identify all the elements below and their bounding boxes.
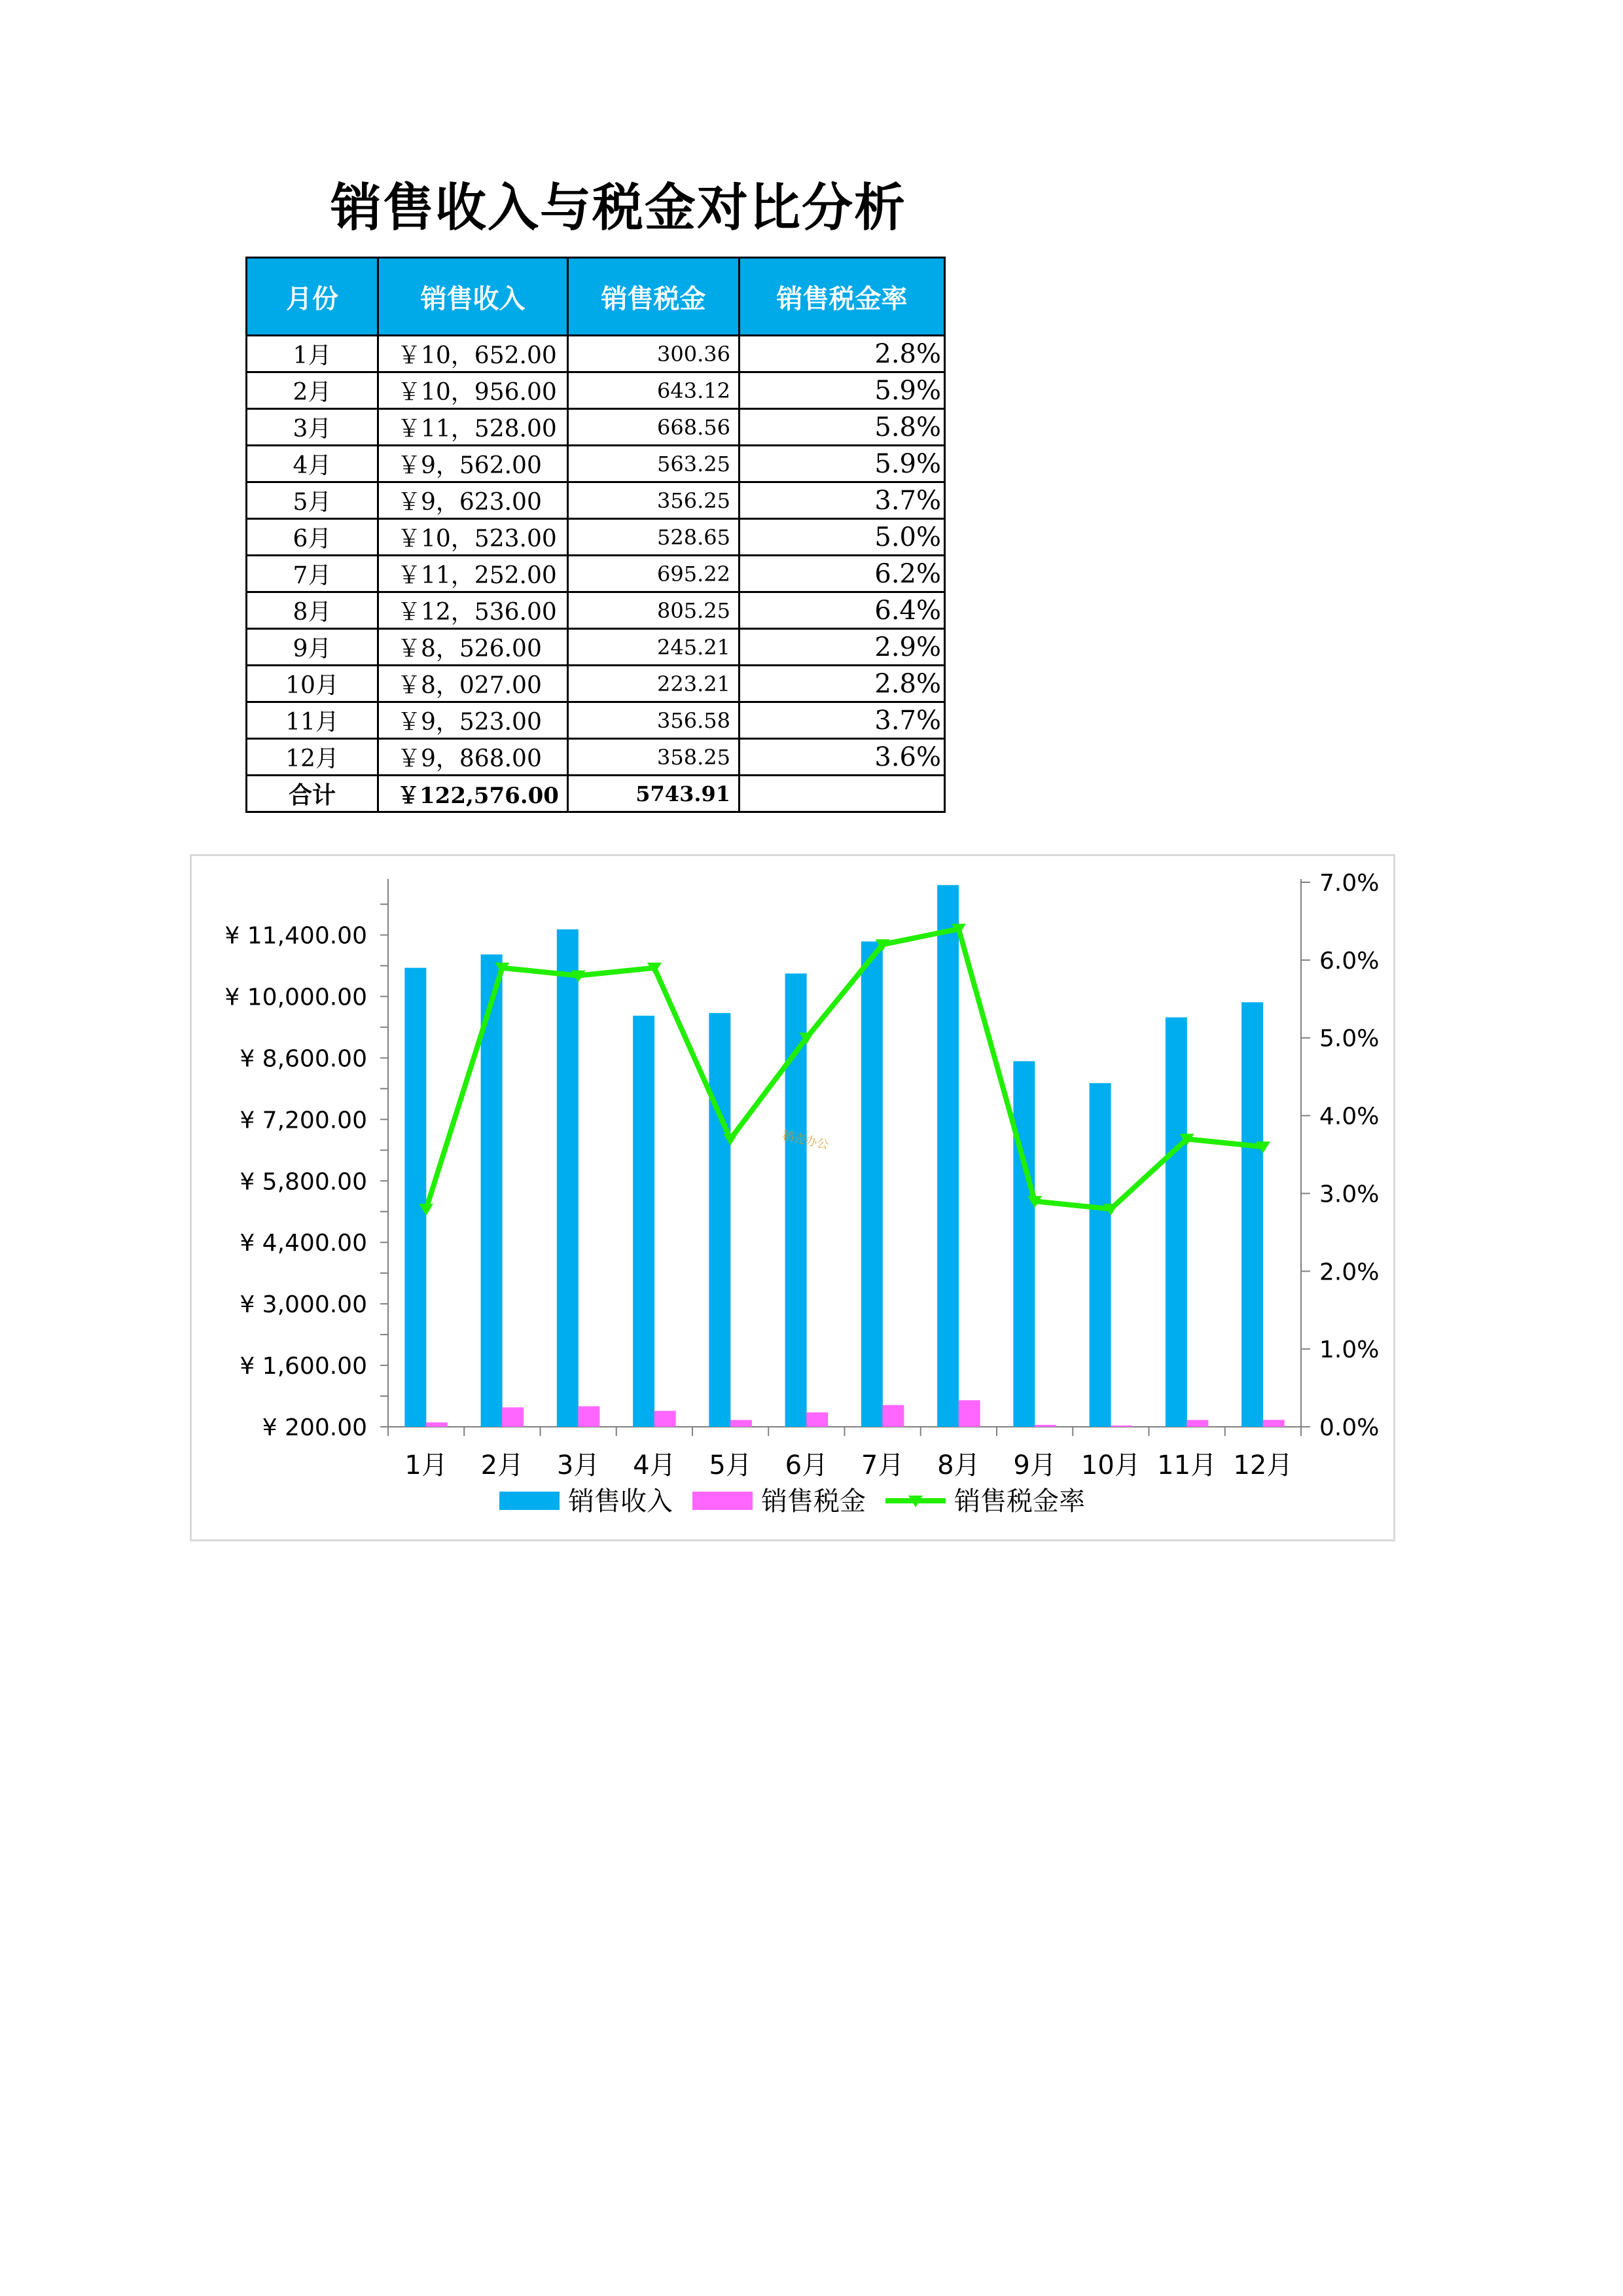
- cell-income: ￥11，528.00: [378, 409, 568, 446]
- cell-rate: 5.9%: [740, 446, 945, 482]
- cell-rate: 3.7%: [740, 702, 945, 739]
- legend-income-label: 销售收入: [568, 1486, 673, 1516]
- cell-month: 12月: [247, 739, 378, 776]
- x-axis-tick-label: 11月: [1157, 1450, 1217, 1480]
- table-row: [247, 556, 945, 592]
- cell-tax: 528.65: [568, 519, 740, 556]
- cell-tax: 300.36: [568, 336, 740, 372]
- bar-income: [557, 929, 579, 1427]
- bar-tax: [502, 1407, 524, 1427]
- cell-month: 7月: [247, 556, 378, 592]
- cell-rate: 5.9%: [740, 372, 945, 409]
- total-row: [247, 776, 945, 812]
- bar-tax: [1035, 1425, 1056, 1427]
- bar-tax: [578, 1407, 599, 1427]
- cell-month: 9月: [247, 629, 378, 666]
- table-row: [247, 482, 945, 519]
- cell-tax: 223.21: [568, 666, 740, 702]
- table-row: [247, 739, 945, 776]
- left-axis-tick-label: ¥ 11,400.00: [224, 922, 367, 950]
- bar-tax: [654, 1411, 676, 1427]
- cell-income: ￥12，536.00: [378, 592, 568, 629]
- table-row: [247, 666, 945, 702]
- cell-rate: 6.4%: [740, 592, 945, 629]
- cell-month: 3月: [247, 409, 378, 446]
- bar-income: [861, 941, 883, 1427]
- cell-income: ￥10，956.00: [378, 372, 568, 409]
- cell-month: 10月: [247, 666, 378, 702]
- cell-tax: 245.21: [568, 629, 740, 666]
- legend-rate-label: 销售税金率: [954, 1486, 1085, 1516]
- x-axis-tick-label: 5月: [709, 1450, 752, 1480]
- bar-tax: [1263, 1420, 1285, 1427]
- bar-income: [709, 1013, 730, 1427]
- cell-income: ￥8，027.00: [378, 666, 568, 702]
- cell-tax: 643.12: [568, 372, 740, 409]
- cell-income: ￥11，252.00: [378, 556, 568, 592]
- right-axis-tick-label: 0.0%: [1319, 1414, 1380, 1441]
- left-axis-tick-label: ¥ 10,000.00: [224, 984, 367, 1011]
- cell-tax: 563.25: [568, 446, 740, 482]
- cell-rate: 5.0%: [740, 519, 945, 556]
- header-month: 月份: [247, 258, 378, 336]
- x-axis-tick-label: 10月: [1080, 1450, 1141, 1480]
- bar-income: [1166, 1017, 1187, 1427]
- header-income: 销售收入: [378, 258, 568, 336]
- cell-income: ￥9，623.00: [378, 482, 568, 519]
- x-axis-tick-label: 12月: [1233, 1450, 1293, 1480]
- cell-income: ￥8，526.00: [378, 629, 568, 666]
- bar-tax: [1186, 1420, 1208, 1427]
- bar-income: [937, 885, 959, 1427]
- legend-income-swatch: [499, 1492, 560, 1510]
- cell-month: 5月: [247, 482, 378, 519]
- left-axis-tick-label: ¥ 200.00: [262, 1414, 367, 1441]
- left-axis-tick-label: ¥ 4,400.00: [240, 1230, 367, 1257]
- data-table: [245, 257, 946, 813]
- cell-tax: 356.58: [568, 702, 740, 739]
- cell-tax: 356.25: [568, 482, 740, 519]
- cell-rate: 2.8%: [740, 666, 945, 702]
- table-row: [247, 592, 945, 629]
- bar-tax: [806, 1412, 828, 1427]
- bar-income: [1013, 1061, 1035, 1427]
- cell-tax: 668.56: [568, 409, 740, 446]
- cell-rate: 5.8%: [740, 409, 945, 446]
- bar-income: [404, 968, 426, 1427]
- total-cell-rate: [740, 776, 945, 812]
- x-axis-tick-label: 1月: [404, 1450, 448, 1480]
- table-row: [247, 702, 945, 739]
- left-axis-tick-label: ¥ 7,200.00: [240, 1107, 367, 1134]
- bar-tax: [426, 1422, 448, 1427]
- x-axis-tick-label: 3月: [556, 1450, 600, 1480]
- x-axis-tick-label: 8月: [937, 1450, 980, 1480]
- bar-tax: [959, 1400, 980, 1427]
- x-axis-tick-label: 9月: [1013, 1450, 1056, 1480]
- left-axis-tick-label: ¥ 8,600.00: [240, 1045, 367, 1073]
- bar-tax: [1111, 1426, 1132, 1427]
- cell-income: ￥9，868.00: [378, 739, 568, 776]
- legend-tax-swatch: [692, 1492, 753, 1510]
- cell-rate: 6.2%: [740, 556, 945, 592]
- cell-month: 4月: [247, 446, 378, 482]
- cell-month: 2月: [247, 372, 378, 409]
- cell-month: 6月: [247, 519, 378, 556]
- cell-month: 8月: [247, 592, 378, 629]
- table-row: [247, 446, 945, 482]
- right-axis-tick-label: 4.0%: [1319, 1103, 1380, 1130]
- combo-chart: [192, 856, 1397, 1543]
- table-row: [247, 409, 945, 446]
- right-axis-tick-label: 6.0%: [1319, 947, 1380, 975]
- legend-tax-label: 销售税金: [761, 1486, 866, 1516]
- left-axis-tick-label: ¥ 1,600.00: [240, 1353, 367, 1380]
- cell-income: ￥10，652.00: [378, 336, 568, 372]
- table-header-row: [247, 258, 945, 336]
- x-axis-tick-label: 7月: [861, 1450, 904, 1480]
- right-axis-tick-label: 2.0%: [1319, 1259, 1380, 1286]
- table-row: [247, 519, 945, 556]
- cell-month: 11月: [247, 702, 378, 739]
- bar-income: [1241, 1002, 1263, 1427]
- x-axis-tick-label: 2月: [480, 1450, 524, 1480]
- right-axis-tick-label: 1.0%: [1319, 1336, 1380, 1364]
- total-cell-income: ￥122,576.00: [378, 776, 568, 812]
- x-axis-tick-label: 4月: [633, 1450, 676, 1480]
- table-row: [247, 372, 945, 409]
- bar-income: [1090, 1083, 1111, 1427]
- bar-tax: [730, 1420, 752, 1427]
- table-row: [247, 336, 945, 372]
- right-axis-tick-label: 3.0%: [1319, 1181, 1380, 1208]
- cell-rate: 2.8%: [740, 336, 945, 372]
- right-axis-tick-label: 5.0%: [1319, 1025, 1380, 1052]
- cell-tax: 695.22: [568, 556, 740, 592]
- total-cell-month: 合计: [247, 776, 378, 812]
- header-tax: 销售税金: [568, 258, 740, 336]
- table-row: [247, 629, 945, 666]
- bar-income: [633, 1016, 654, 1427]
- total-cell-tax: 5743.91: [568, 776, 740, 812]
- cell-tax: 358.25: [568, 739, 740, 776]
- line-tax-rate: [426, 929, 1263, 1209]
- left-axis-tick-label: ¥ 3,000.00: [240, 1291, 367, 1319]
- cell-month: 1月: [247, 336, 378, 372]
- cell-income: ￥10，523.00: [378, 519, 568, 556]
- header-rate: 销售税金率: [740, 258, 945, 336]
- watermark: 稻壳办公: [781, 1128, 830, 1153]
- cell-income: ￥9，562.00: [378, 446, 568, 482]
- x-axis-tick-label: 6月: [785, 1450, 829, 1480]
- right-axis-tick-label: 7.0%: [1319, 870, 1380, 897]
- cell-rate: 3.6%: [740, 739, 945, 776]
- page-title: 销售收入与税金对比分析: [330, 179, 907, 238]
- cell-income: ￥9，523.00: [378, 702, 568, 739]
- chart-container: [190, 854, 1395, 1541]
- cell-rate: 2.9%: [740, 629, 945, 666]
- cell-rate: 3.7%: [740, 482, 945, 519]
- bar-tax: [882, 1405, 904, 1427]
- left-axis-tick-label: ¥ 5,800.00: [240, 1168, 367, 1196]
- cell-tax: 805.25: [568, 592, 740, 629]
